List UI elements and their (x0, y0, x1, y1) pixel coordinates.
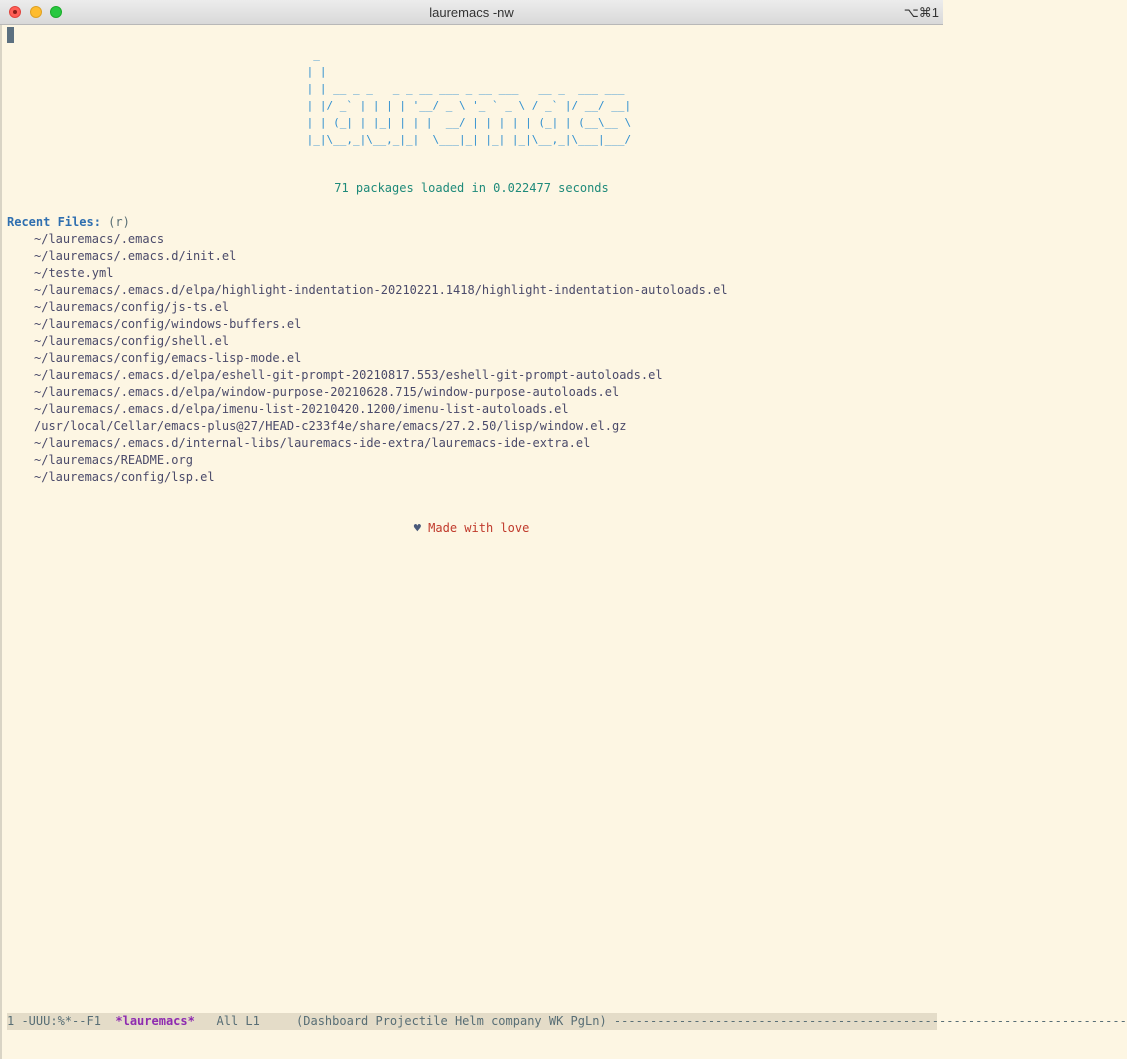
recent-file-item[interactable]: ~/lauremacs/config/windows-buffers.el (34, 317, 302, 331)
modeline-buffer-name[interactable]: *lauremacs* (115, 1014, 195, 1028)
recent-file-item[interactable]: ~/lauremacs/config/shell.el (34, 334, 230, 348)
recent-file-item[interactable]: ~/teste.yml (34, 266, 114, 280)
recent-file-item[interactable]: ~/lauremacs/.emacs (34, 232, 165, 246)
recent-file-item[interactable]: ~/lauremacs/config/js-ts.el (34, 300, 230, 314)
heart-icon: ♥ (413, 521, 421, 535)
recent-file-item[interactable]: ~/lauremacs/.emacs.d/elpa/highlight-indentation-20210221.1418/highlight-indentation-autoloads.el (34, 283, 728, 297)
recent-file-item[interactable]: ~/lauremacs/.emacs.d/internal-libs/lauremacs-ide-extra/lauremacs-ide-extra.el (34, 436, 591, 450)
modeline-status: 1 -UUU:%*--F1 (7, 1014, 116, 1028)
recent-files-list (34, 231, 728, 486)
recent-file-item[interactable]: ~/lauremacs/.emacs.d/init.el (34, 249, 237, 263)
recent-files-heading (7, 214, 130, 231)
recent-file-item[interactable]: ~/lauremacs/config/emacs-lisp-mode.el (34, 351, 302, 365)
made-with-love-text: Made with love (428, 521, 530, 535)
window-title: lauremacs -nw (429, 5, 514, 20)
packages-loaded-text: 71 packages loaded in 0.022477 seconds (334, 181, 609, 195)
ascii-banner: _ | | | | __ _ _ _ _ __ ___ _ __ ___ __ _ ___ ___ | |/ _` | | | | '__/ _ \ '_ ` _ \ / _` |/ __/ __| | | (_| | |_| | | | __/ | | | | | (_| | (__\__ \ |_|\__,_|\__,_|_| \___|_| |_| |_|\__,_|\___|___/ (306, 48, 632, 146)
modeline-modes[interactable]: (Dashboard Projectile Helm company WK PgLn) ----------------------------------------------------------------------- (296, 1014, 1127, 1028)
title-bar (0, 0, 943, 25)
recent-files-shortcut: (r) (108, 215, 130, 229)
mode-line (7, 1013, 1127, 1030)
recent-file-item[interactable]: /usr/local/Cellar/emacs-plus@27/HEAD-c233f4e/share/emacs/27.2.50/lisp/window.el.gz (34, 419, 627, 433)
modeline-position: All L1 (194, 1014, 297, 1028)
recent-file-item[interactable]: ~/lauremacs/.emacs.d/elpa/eshell-git-prompt-20210817.553/eshell-git-prompt-autoloads.el (34, 368, 663, 382)
keyboard-shortcut-icon: ⌥⌘1 (903, 5, 939, 20)
recent-file-item[interactable]: ~/lauremacs/.emacs.d/elpa/window-purpose-20210628.715/window-purpose-autoloads.el (34, 385, 620, 399)
text-cursor (7, 27, 14, 43)
made-with-love-footer (0, 520, 943, 537)
recent-file-item[interactable]: ~/lauremacs/.emacs.d/elpa/imenu-list-20210420.1200/imenu-list-autoloads.el (34, 402, 569, 416)
recent-files-label: Recent Files: (7, 215, 101, 229)
recent-file-item[interactable]: ~/lauremacs/config/lsp.el (34, 470, 215, 484)
recent-file-item[interactable]: ~/lauremacs/README.org (34, 453, 193, 467)
